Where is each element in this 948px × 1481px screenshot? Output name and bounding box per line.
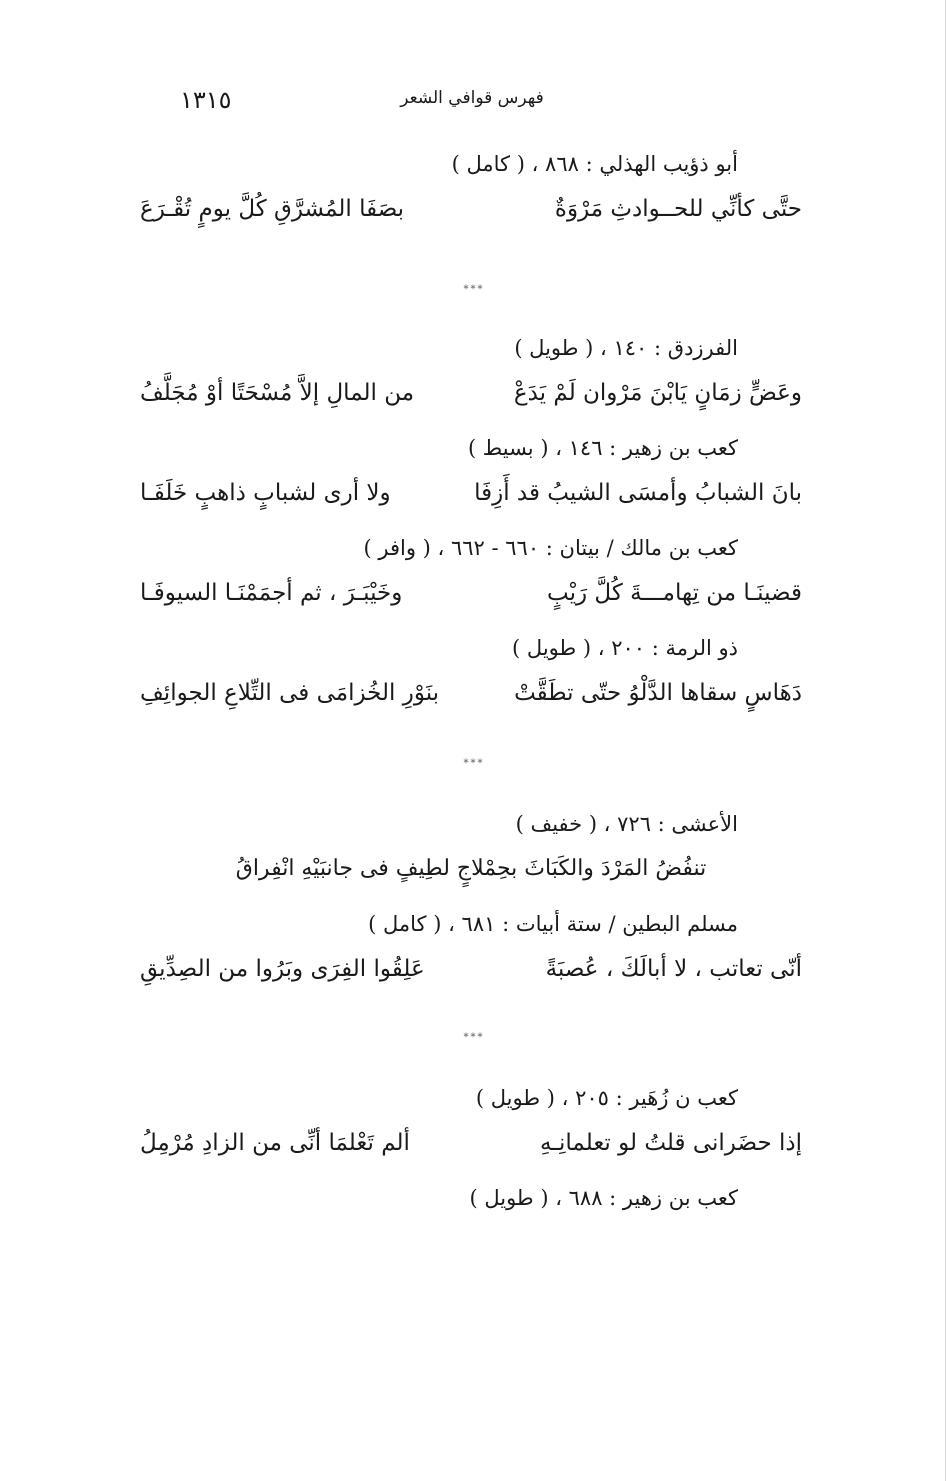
entry-attribution: كعب بن زهير : ٦٨٨ ، ( طويل ) (469, 1186, 738, 1210)
verse-line-single: تنفُضُ المَرْدَ والكَبَاثَ بحِمْلاجٍ لطِيفٍ فى جانبَيْهِ انْفِراقُ (235, 856, 707, 881)
running-title: فهرس قوافي الشعر (400, 88, 544, 108)
entry-attribution: كعب ن زُهَير : ٢٠٥ ، ( طويل ) (475, 1086, 738, 1110)
section-separator: *** (463, 1032, 485, 1043)
entry-attribution: الفرزدق : ١٤٠ ، ( طويل ) (514, 336, 738, 360)
verse-hemistich-first: وعَضٍّ زمَانٍ يَابْنَ مَرْوان لَمْ يَدَعْ (513, 380, 802, 406)
verse-hemistich-first: أنّى تعاتب ، لا أبالَكَ ، عُصبَةً (545, 956, 802, 982)
verse-line (140, 196, 802, 236)
verse-hemistich-second: ألم تَعْلمَا أنِّى من الزادِ مُرْمِلُ (140, 1130, 410, 1156)
verse-hemistich-second: وخَيْبَـرَ ، ثم أجمَمْنَـا السيوفَـا (140, 580, 403, 606)
page-edge-shadow (945, 0, 946, 1481)
verse-hemistich-first: دَهَاسٍ سقاها الدَّلْوُ حتّى تطَقَّتْ (514, 680, 802, 706)
verse-hemistich-first: حتَّى كأنِّي للحــوادثِ مَرْوَةٌ (554, 196, 802, 222)
verse-hemistich-second: من المالِ إلاَّ مُسْحَتًا أوْ مُجَلَّفُ (140, 380, 415, 406)
section-separator: *** (463, 758, 485, 769)
page-number: ١٣١٥ (180, 86, 232, 114)
verse-line (140, 680, 802, 720)
entry-attribution: كعب بن زهير : ١٤٦ ، ( بسيط ) (467, 436, 738, 460)
verse-hemistich-second: ولا أرى لشبابٍ ذاهبٍ خَلَفَـا (140, 480, 391, 506)
verse-line (140, 380, 802, 420)
verse-line (140, 580, 802, 620)
verse-hemistich-first: قضينَـا من تِهامـــةَ كُلَّ رَيْبٍ (547, 580, 802, 606)
entry-attribution: الأعشى : ٧٢٦ ، ( خفيف ) (515, 812, 738, 836)
verse-hemistich-first: إذا حضَرانى قلتُ لو تعلمانِـهِ (539, 1130, 802, 1156)
verse-line (140, 956, 802, 996)
entry-attribution: كعب بن مالك / بيتان : ٦٦٠ - ٦٦٢ ، ( وافر ) (363, 536, 738, 560)
verse-hemistich-second: عَلِقُوا الفِرَى وبَرُوا من الصِدِّيقِ (140, 956, 425, 982)
section-separator: *** (463, 284, 485, 295)
verse-hemistich-second: بصَفَا المُشرَّقِ كُلَّ يومٍ تُقْـرَعَ (140, 196, 405, 222)
verse-hemistich-first: بانَ الشبابُ وأمسَى الشيبُ قد أَزِفَا (474, 480, 802, 506)
verse-line (140, 1130, 802, 1170)
entry-attribution: أبو ذؤيب الهذلي : ٨٦٨ ، ( كامل ) (451, 152, 738, 176)
verse-hemistich-second: بنَوْرِ الخُزامَى فى التِّلاعِ الجوائِفِ (140, 680, 440, 706)
entry-attribution: ذو الرمة : ٢٠٠ ، ( طويل ) (512, 636, 738, 660)
verse-line (140, 480, 802, 520)
entry-attribution: مسلم البطين / ستة أبيات : ٦٨١ ، ( كامل ) (368, 912, 738, 936)
